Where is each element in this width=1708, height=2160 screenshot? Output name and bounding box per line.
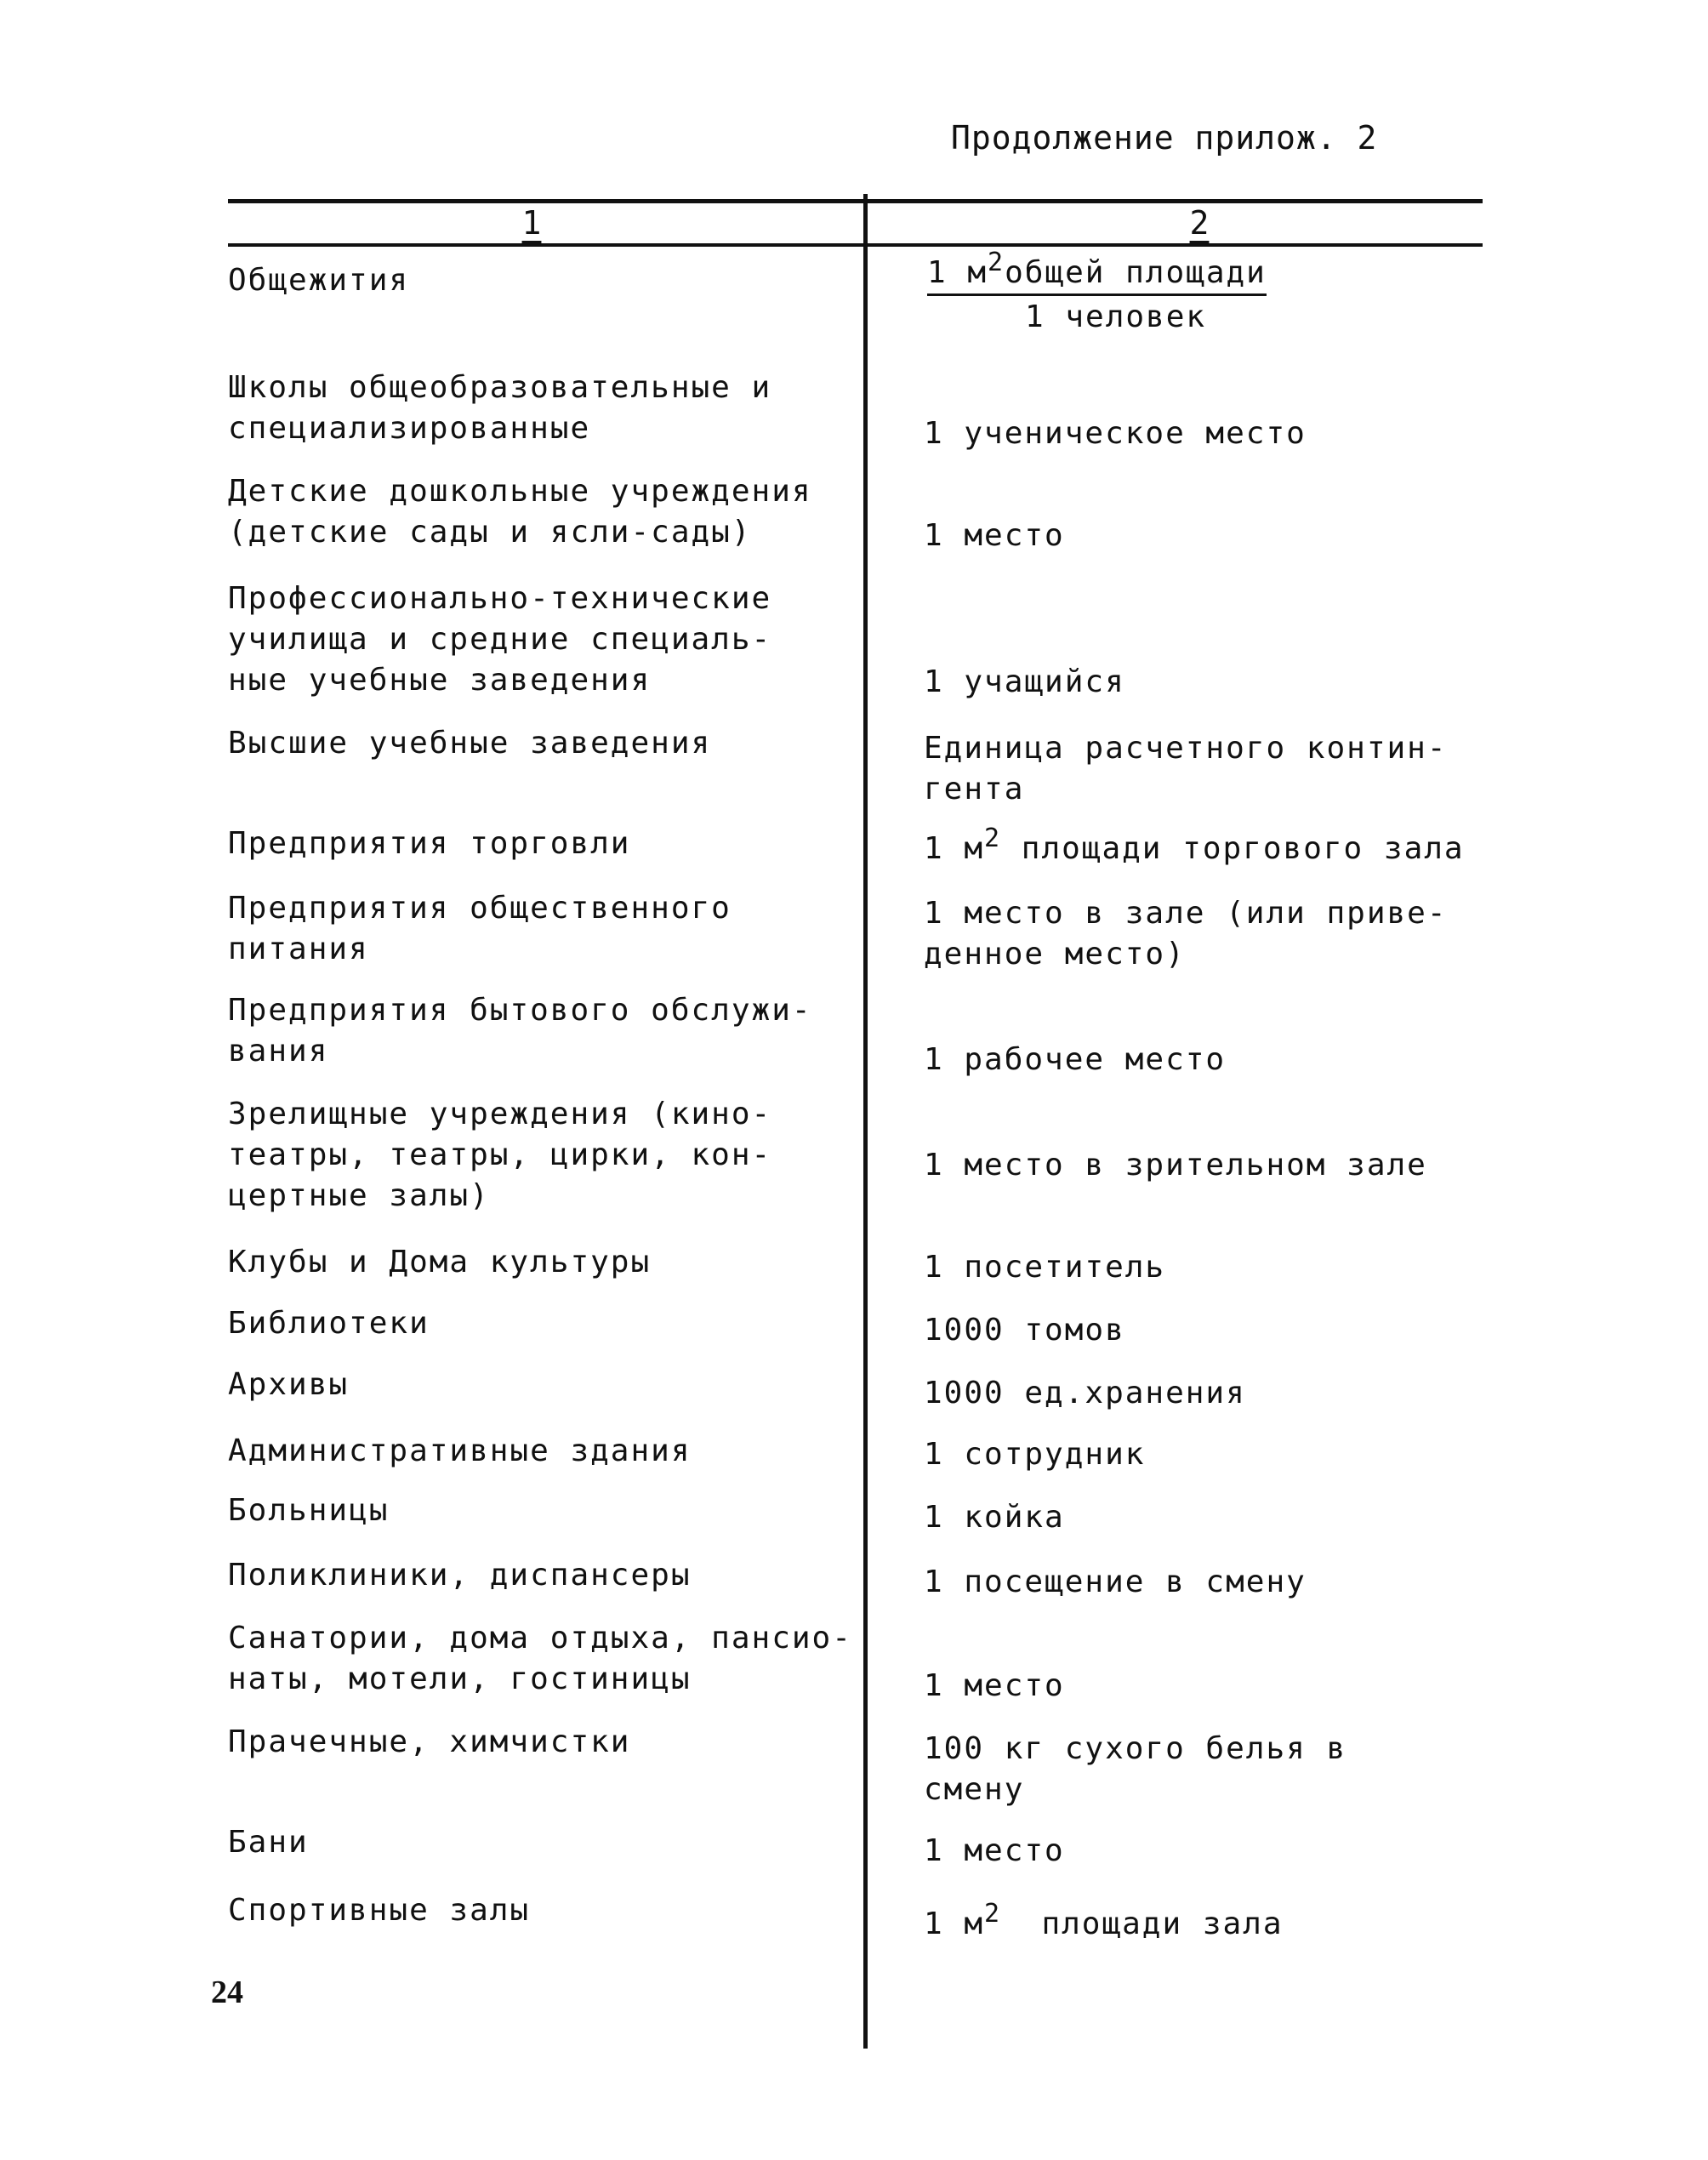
fraction-denominator: 1 человек: [1025, 299, 1207, 334]
row-name-schools: Школы общеобразовательные и специализированные: [228, 370, 772, 446]
row-unit-trade: 1 $м^2$ площади торгового зала: [924, 824, 1465, 866]
table-top-rule: [228, 199, 1483, 203]
row-unit-schools: 1 ученическое место: [924, 416, 1307, 451]
page-number: 24: [211, 1975, 243, 2010]
row-unit-baths: 1 место: [924, 1833, 1065, 1868]
row-name-sports-halls: Спортивные залы: [228, 1893, 531, 1928]
row-unit-hospitals: 1 койка: [924, 1500, 1065, 1535]
row-unit-laundries: 100 кг сухого белья в смену: [924, 1731, 1347, 1807]
row-name-clubs: Клубы и Дома культуры: [228, 1245, 652, 1279]
row-unit-archives: 1000 ед.хранения: [924, 1376, 1246, 1411]
row-name-catering: Предприятия общественного питания: [228, 891, 732, 966]
row-name-universities: Высшие учебные заведения: [228, 726, 712, 761]
row-unit-clinics: 1 посещение в смену: [924, 1564, 1307, 1599]
table-header-rule: [228, 243, 1483, 247]
continuation-note: Продолжение прилож. 2: [951, 119, 1378, 157]
row-name-preschool: Детские дошкольные учреждения (детские сады и ясли-сады): [228, 474, 812, 550]
row-name-baths: Бани: [228, 1825, 309, 1860]
row-unit-preschool: 1 место: [924, 518, 1065, 553]
row-name-trade: Предприятия торговли: [228, 826, 631, 861]
row-name-libraries: Библиотеки: [228, 1306, 430, 1341]
column-divider: [863, 194, 868, 2049]
row-unit-consumer-services: 1 рабочее место: [924, 1042, 1227, 1077]
column-header-2: 2: [1189, 204, 1210, 242]
row-name-vocational: Профессионально-технические училища и средние специаль- ные учебные заведения: [228, 581, 772, 698]
row-unit-sanatoriums: 1 место: [924, 1668, 1065, 1703]
row-name-entertainment: Зрелищные учреждения (кино- театры, театры, цирки, кон- цертные залы): [228, 1097, 772, 1213]
row-unit-vocational: 1 учащийся: [924, 664, 1125, 699]
row-name-dormitories: Общежития: [228, 263, 410, 298]
row-unit-clubs: 1 посетитель: [924, 1250, 1166, 1285]
row-unit-administrative: 1 сотрудник: [924, 1437, 1146, 1472]
row-unit-catering: 1 место в зале (или приве- денное место): [924, 896, 1448, 972]
row-unit-entertainment: 1 место в зрительном зале: [924, 1148, 1427, 1183]
row-unit-sports-halls: 1 $м^2$ площади зала: [924, 1899, 1284, 1941]
row-name-consumer-services: Предприятия бытового обслужи- вания: [228, 993, 812, 1069]
row-name-sanatoriums: Санатории, дома отдыха, пансио- наты, мотели, гостиницы: [228, 1621, 852, 1696]
row-name-hospitals: Больницы: [228, 1493, 390, 1528]
row-name-administrative: Административные здания: [228, 1433, 692, 1468]
column-header-1: 1: [521, 204, 542, 242]
row-name-laundries: Прачечные, химчистки: [228, 1724, 631, 1759]
row-unit-universities: Единица расчетного контин- гента: [924, 731, 1448, 806]
fraction-numerator: 1 $м^2общей$ площади: [927, 255, 1267, 296]
row-name-archives: Архивы: [228, 1367, 350, 1402]
row-name-clinics: Поликлиники, диспансеры: [228, 1558, 692, 1593]
unit-fraction-dormitories: [927, 248, 1267, 334]
row-unit-libraries: 1000 томов: [924, 1313, 1125, 1348]
